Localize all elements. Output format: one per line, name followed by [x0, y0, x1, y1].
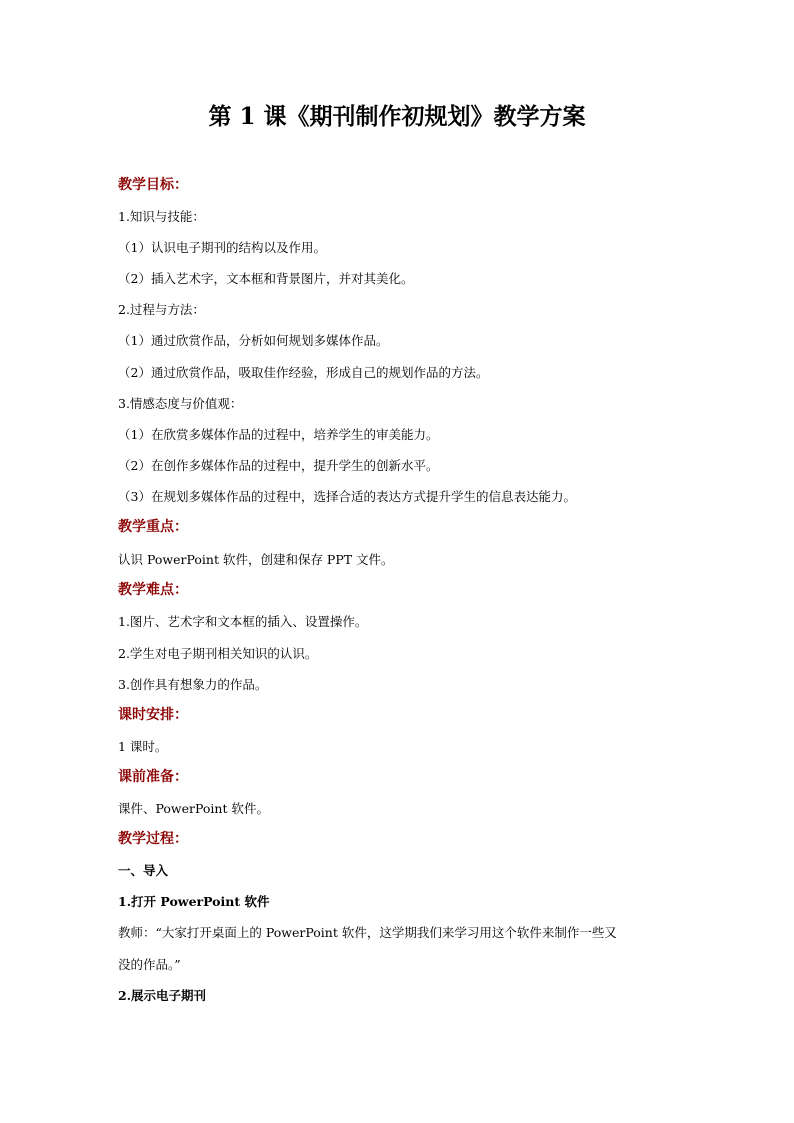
attitude-item-1: （1）在欣赏多媒体作品的过程中，培养学生的审美能力。 — [118, 427, 439, 442]
process-method-title: 2.过程与方法： — [118, 302, 205, 317]
schedule-text: 1 课时。 — [118, 739, 168, 754]
attitude-item-3: （3）在规划多媒体作品的过程中，选择合适的表达方式提升学生的信息表达能力。 — [118, 489, 576, 504]
knowledge-item-2: （2）插入艺术字，文本框和背景图片，并对其美化。 — [118, 271, 414, 286]
preparation-heading: 课前准备： — [118, 769, 188, 785]
preparation-text: 课件、PowerPoint 软件。 — [118, 801, 269, 816]
process-method-item-2: （2）通过欣赏作品，吸取佳作经验，形成自己的规划作品的方法。 — [118, 365, 489, 380]
process-part-1: 一、导入 — [118, 863, 169, 878]
process-method-item-1: （1）通过欣赏作品，分析如何规划多媒体作品。 — [118, 333, 389, 348]
key-points-text: 认识 PowerPoint 软件，创建和保存 PPT 文件。 — [118, 552, 394, 567]
difficulty-item-2: 2.学生对电子期刊相关知识的认识。 — [118, 646, 318, 661]
key-points-heading: 教学重点： — [118, 519, 188, 535]
process-step-2: 2.展示电子期刊 — [118, 988, 207, 1003]
knowledge-item-1: （1）认识电子期刊的结构以及作用。 — [118, 240, 326, 255]
knowledge-title: 1.知识与技能： — [118, 209, 205, 224]
attitude-title: 3.情感态度与价值观： — [118, 396, 243, 411]
difficulty-item-1: 1.图片、艺术字和文本框的插入、设置操作。 — [118, 614, 368, 629]
document-title: 第 1 课《期刊制作初规划》教学方案 — [208, 103, 586, 130]
difficulty-item-3: 3.创作具有想象力的作品。 — [118, 677, 268, 692]
objectives-heading: 教学目标： — [118, 177, 188, 193]
process-step-1: 1.打开 PowerPoint 软件 — [118, 894, 270, 909]
attitude-item-2: （2）在创作多媒体作品的过程中，提升学生的创新水平。 — [118, 458, 439, 473]
schedule-heading: 课时安排： — [118, 707, 188, 723]
process-heading: 教学过程： — [118, 831, 188, 847]
difficulties-heading: 教学难点： — [118, 582, 188, 598]
teacher-line-1: 教师：“大家打开桌面上的 PowerPoint 软件，这学期我们来学习用这个软件来制作一些又 — [118, 925, 617, 940]
teacher-line-2: 没的作品。” — [118, 957, 181, 972]
